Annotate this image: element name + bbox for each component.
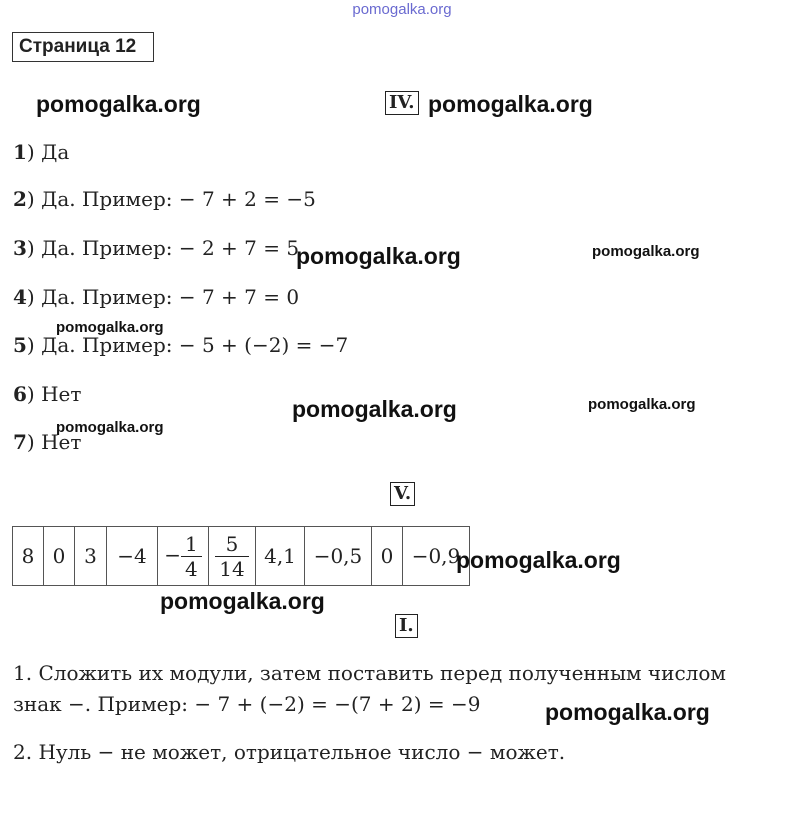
- watermark: pomogalka.org: [292, 396, 457, 422]
- answer-number: 2: [13, 187, 27, 211]
- answer-text: ) Да: [26, 140, 70, 164]
- page-label: Страница 12: [12, 32, 154, 62]
- answer-line: [13, 236, 299, 260]
- part-i-line-3: 2. Нуль − не может, отрицательное число − может.: [13, 740, 566, 764]
- answer-line: [13, 382, 81, 406]
- answer-number: 7: [13, 430, 27, 454]
- answer-line: [13, 187, 316, 211]
- fraction-denominator: 14: [219, 556, 245, 581]
- answer-line: [13, 285, 299, 309]
- table-cell: 3: [75, 527, 107, 586]
- fraction: [181, 532, 202, 581]
- top-watermark: pomogalka.org: [352, 1, 452, 18]
- answer-line: [13, 140, 69, 164]
- watermark: pomogalka.org: [545, 699, 710, 725]
- watermark: pomogalka.org: [588, 396, 696, 413]
- table-cell: 8: [13, 527, 44, 586]
- table-cell-fraction: [158, 527, 209, 586]
- table-row: [13, 527, 470, 586]
- answer-number: 6: [13, 382, 27, 406]
- fraction-numerator: 1: [181, 532, 202, 557]
- answer-number: 1: [13, 140, 27, 164]
- watermark: pomogalka.org: [56, 319, 164, 336]
- table-cell: 0: [372, 527, 403, 586]
- answer-text: ) Нет: [26, 382, 82, 406]
- answer-text: ) Да. Пример: − 7 + 7 = 0: [26, 285, 300, 309]
- table-cell: −0,9: [403, 527, 470, 586]
- section-iv-label: IV.: [385, 91, 419, 115]
- numbers-table: [12, 526, 470, 586]
- table-cell: −4: [107, 527, 158, 586]
- fraction-sign: −: [164, 542, 182, 567]
- fraction-denominator: 4: [185, 556, 198, 581]
- answer-text: ) Да. Пример: − 2 + 7 = 5: [26, 236, 300, 260]
- answer-text: ) Да. Пример: − 5 + (−2) = −7: [26, 333, 349, 357]
- watermark: pomogalka.org: [36, 91, 201, 117]
- table-cell: 0: [44, 527, 75, 586]
- answer-number: 5: [13, 333, 27, 357]
- watermark: pomogalka.org: [160, 588, 325, 614]
- answer-text: ) Да. Пример: − 7 + 2 = −5: [26, 187, 316, 211]
- answer-line: [13, 333, 348, 357]
- answer-text: ) Нет: [26, 430, 82, 454]
- table-cell: 4,1: [256, 527, 305, 586]
- part-i-line-1: 1. Сложить их модули, затем поставить перед полученным числом: [13, 661, 726, 685]
- answer-number: 3: [13, 236, 27, 260]
- watermark: pomogalka.org: [592, 243, 700, 260]
- answer-number: 4: [13, 285, 27, 309]
- table-cell: −0,5: [305, 527, 372, 586]
- section-v-label: V.: [390, 482, 415, 506]
- watermark: pomogalka.org: [428, 91, 593, 117]
- watermark: pomogalka.org: [456, 547, 621, 573]
- watermark: pomogalka.org: [296, 243, 461, 269]
- section-i-label: I.: [395, 614, 418, 638]
- part-i-line-2: знак −. Пример: − 7 + (−2) = −(7 + 2) = −9: [13, 692, 481, 716]
- watermark: pomogalka.org: [56, 419, 164, 436]
- fraction-numerator: 5: [215, 532, 248, 557]
- table-cell-fraction: [209, 527, 256, 586]
- fraction: [215, 532, 248, 581]
